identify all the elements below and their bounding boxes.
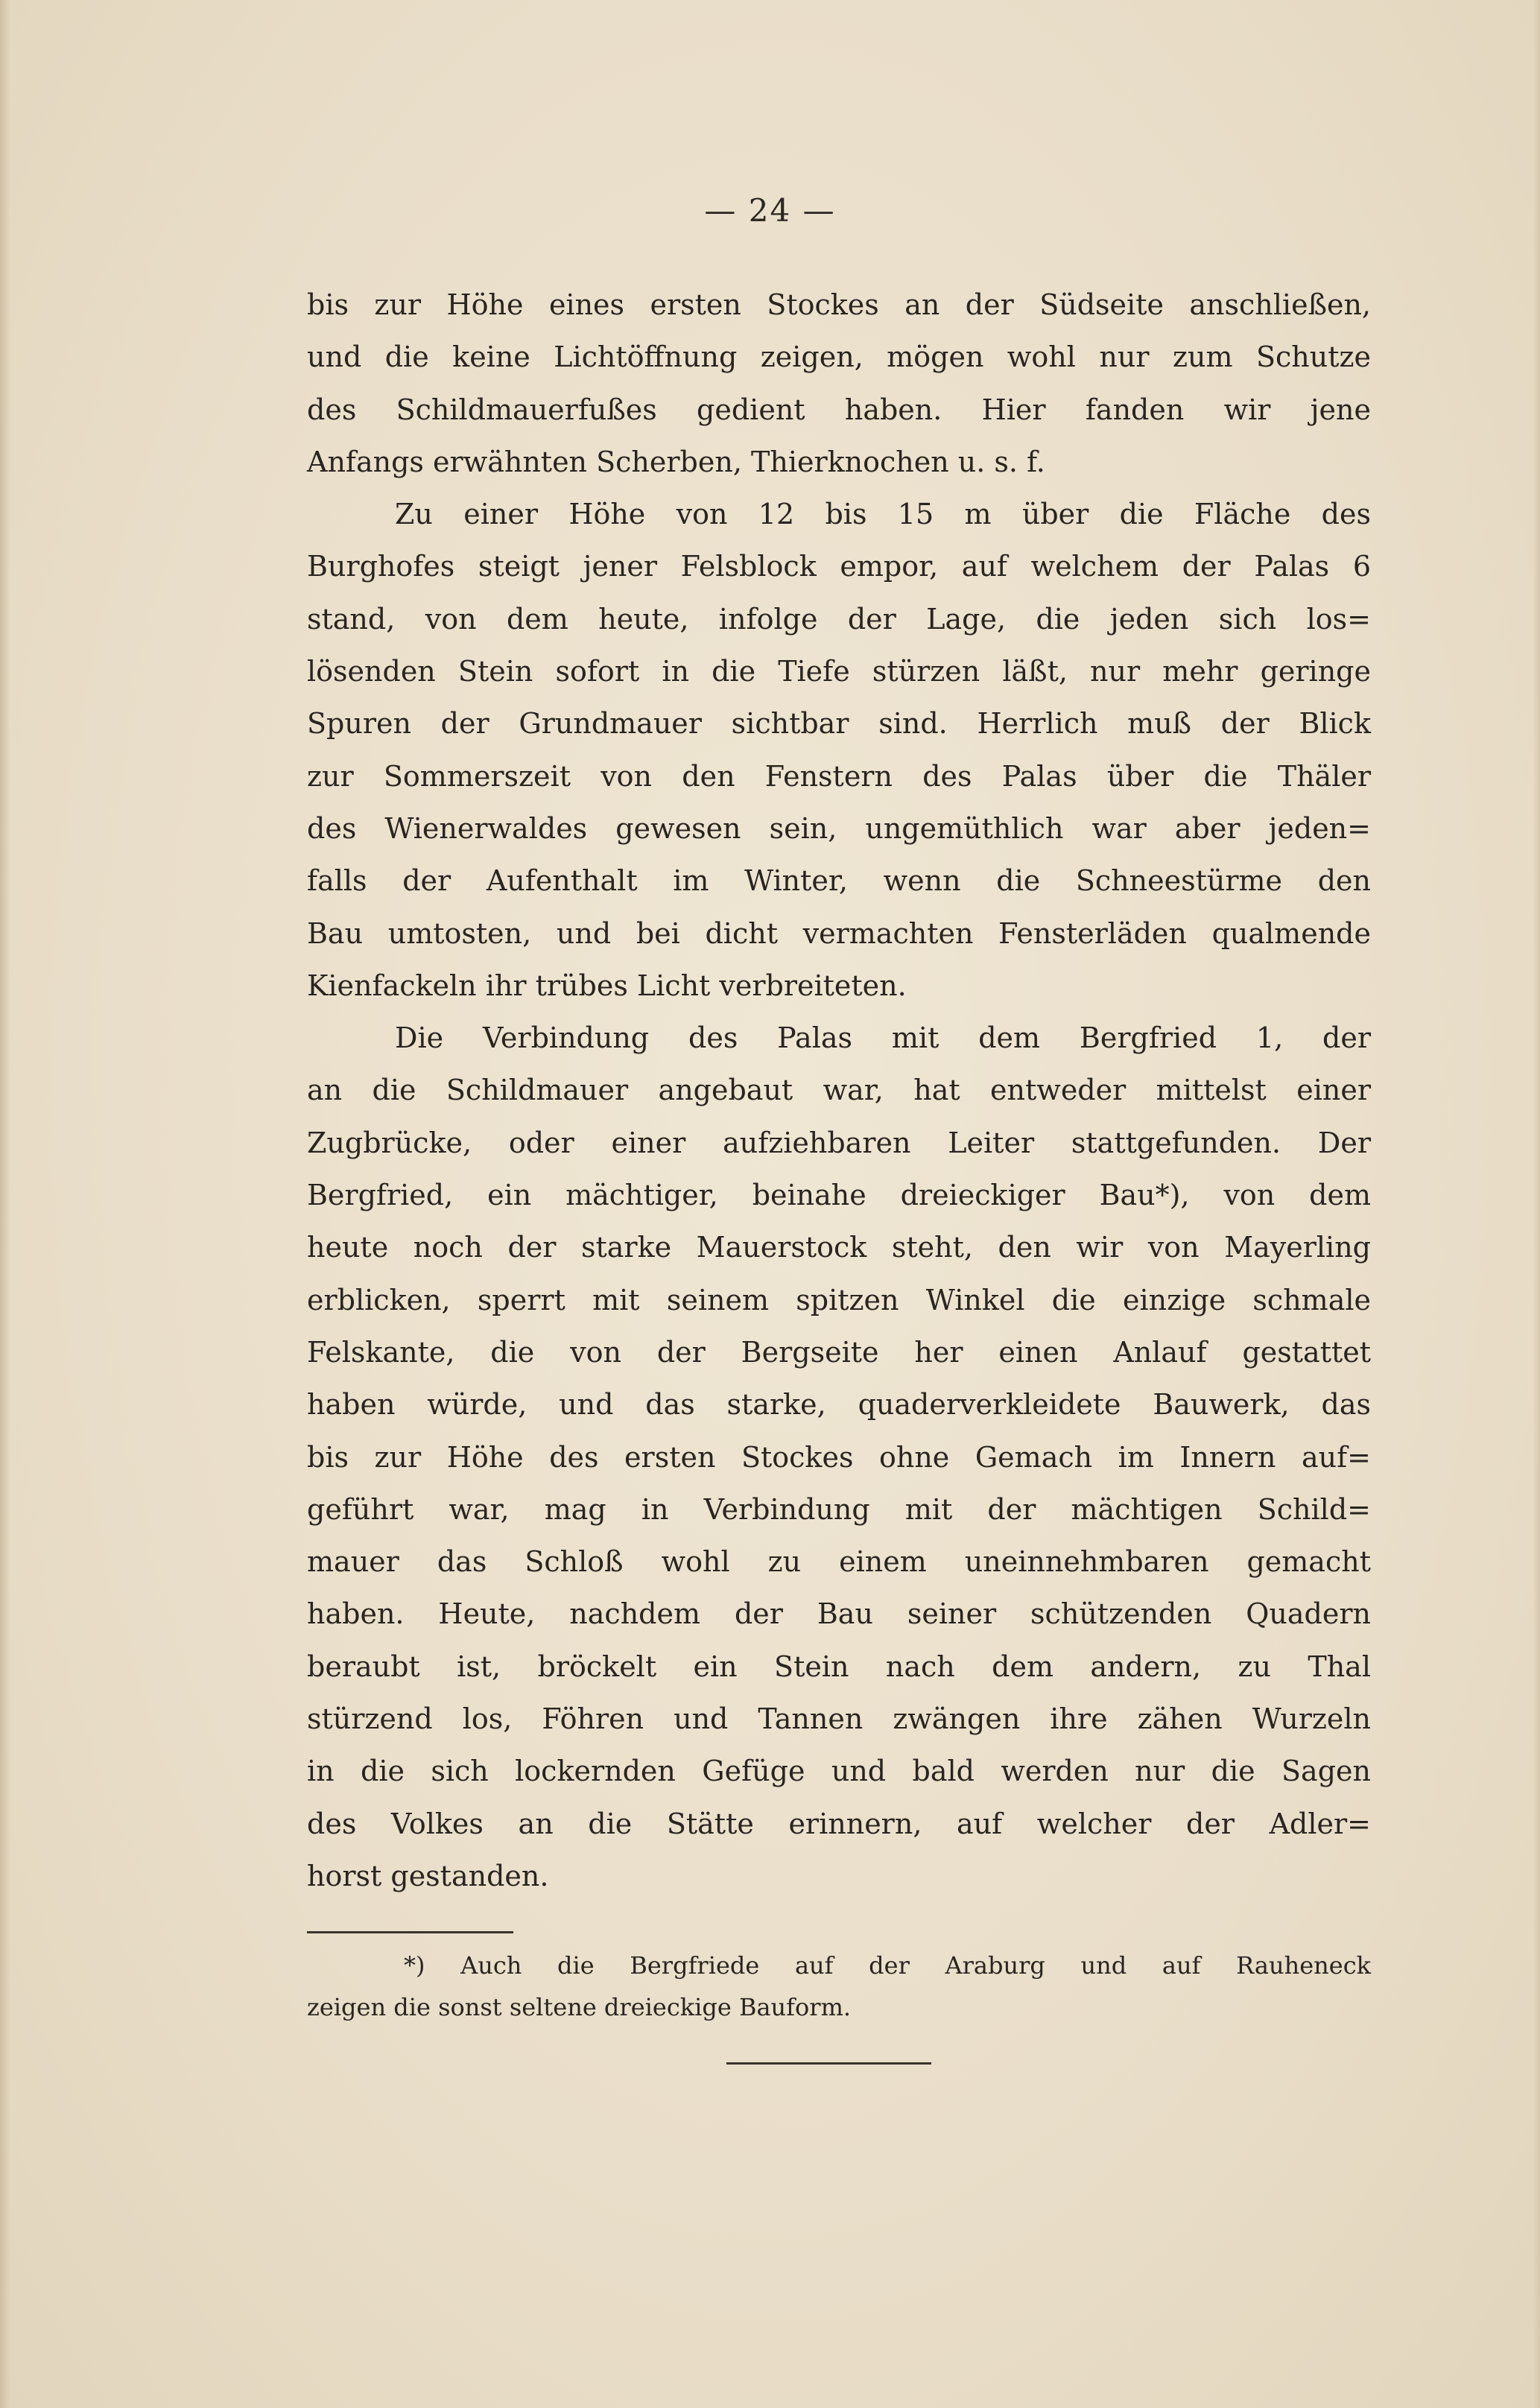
text-line: haben. Heute, nachdem der Bau seiner schützenden Quadern bbox=[307, 1597, 1371, 1631]
text-line: Zugbrücke, oder einer aufziehbaren Leiter stattgefunden. Der bbox=[307, 1126, 1371, 1159]
text-line: des Volkes an die Stätte erinnern, auf welcher der Adler= bbox=[307, 1807, 1371, 1840]
text-line: Anfangs erwähnten Scherben, Thierknochen u. s. f. bbox=[307, 445, 1045, 478]
text-line: lösenden Stein sofort in die Tiefe stürzen läßt, nur mehr geringe bbox=[307, 655, 1371, 688]
text-line: und die keine Lichtöffnung zeigen, mögen wohl nur zum Schutze bbox=[307, 340, 1371, 374]
end-of-page-rule bbox=[726, 2062, 931, 2065]
text-line: geführt war, mag in Verbindung mit der mächtigen Schild= bbox=[307, 1492, 1371, 1526]
footnote-separator-rule bbox=[307, 1931, 513, 1933]
text-line: mauer das Schloß wohl zu einem uneinnehmbaren gemacht bbox=[307, 1545, 1371, 1579]
text-line: Felskante, die von der Bergseite her einen Anlauf gestattet bbox=[307, 1335, 1371, 1369]
text-line: haben würde, und das starke, quaderverkleidete Bauwerk, das bbox=[307, 1388, 1371, 1422]
text-line: beraubt ist, bröckelt ein Stein nach dem andern, zu Thal bbox=[307, 1650, 1371, 1683]
text-line: stürzend los, Föhren und Tannen zwängen ihre zähen Wurzeln bbox=[307, 1702, 1371, 1736]
text-line: bis zur Höhe eines ersten Stockes an der Südseite anschließen, bbox=[307, 288, 1371, 321]
text-line: erblicken, sperrt mit seinem spitzen Winkel die einzige schmale bbox=[307, 1283, 1371, 1317]
text-line: Bau umtosten, und bei dicht vermachten Fensterläden qualmende bbox=[307, 916, 1371, 950]
text-line: Burghofes steigt jener Felsblock empor, auf welchem der Palas 6 bbox=[307, 550, 1371, 583]
text-line: Kienfackeln ihr trübes Licht verbreiteten. bbox=[307, 969, 907, 1002]
text-line: Die Verbindung des Palas mit dem Bergfried 1, der bbox=[395, 1021, 1371, 1055]
page-number: — 24 — bbox=[704, 192, 836, 229]
text-line: stand, von dem heute, infolge der Lage, die jeden sich los= bbox=[307, 602, 1371, 636]
text-line: heute noch der starke Mauerstock steht, den wir von Mayerling bbox=[307, 1231, 1371, 1264]
text-line: Zu einer Höhe von 12 bis 15 m über die Fläche des bbox=[395, 498, 1371, 531]
footnote bbox=[307, 1945, 1371, 2028]
text-line: an die Schildmauer angebaut war, hat entweder mittelst einer bbox=[307, 1074, 1371, 1107]
text-line: horst gestanden. bbox=[307, 1859, 549, 1892]
text-line: Bergfried, ein mächtiger, beinahe dreieckiger Bau*), von dem bbox=[307, 1179, 1371, 1212]
page-left-edge-shadow bbox=[0, 0, 10, 2408]
text-line: in die sich lockernden Gefüge und bald werden nur die Sagen bbox=[307, 1755, 1371, 1788]
text-line: zur Sommerszeit von den Fenstern des Palas über die Thäler bbox=[307, 759, 1371, 793]
page-right-edge-shadow bbox=[1533, 0, 1540, 2408]
text-line: bis zur Höhe des ersten Stockes ohne Gemach im Innern auf= bbox=[307, 1440, 1371, 1474]
text-line: des Schildmauerfußes gedient haben. Hier fanden wir jene bbox=[307, 393, 1371, 426]
footnote-line: zeigen die sonst seltene dreieckige Bauform. bbox=[307, 1993, 852, 2021]
text-line: des Wienerwaldes gewesen sein, ungemüthlich war aber jeden= bbox=[307, 811, 1371, 845]
text-line: Spuren der Grundmauer sichtbar sind. Herrlich muß der Blick bbox=[307, 707, 1371, 741]
footnote-line: *) Auch die Bergfriede auf der Araburg und auf Rauheneck bbox=[404, 1951, 1371, 1980]
body-text bbox=[307, 279, 1371, 1902]
text-line: falls der Aufenthalt im Winter, wenn die Schneestürme den bbox=[307, 864, 1371, 898]
